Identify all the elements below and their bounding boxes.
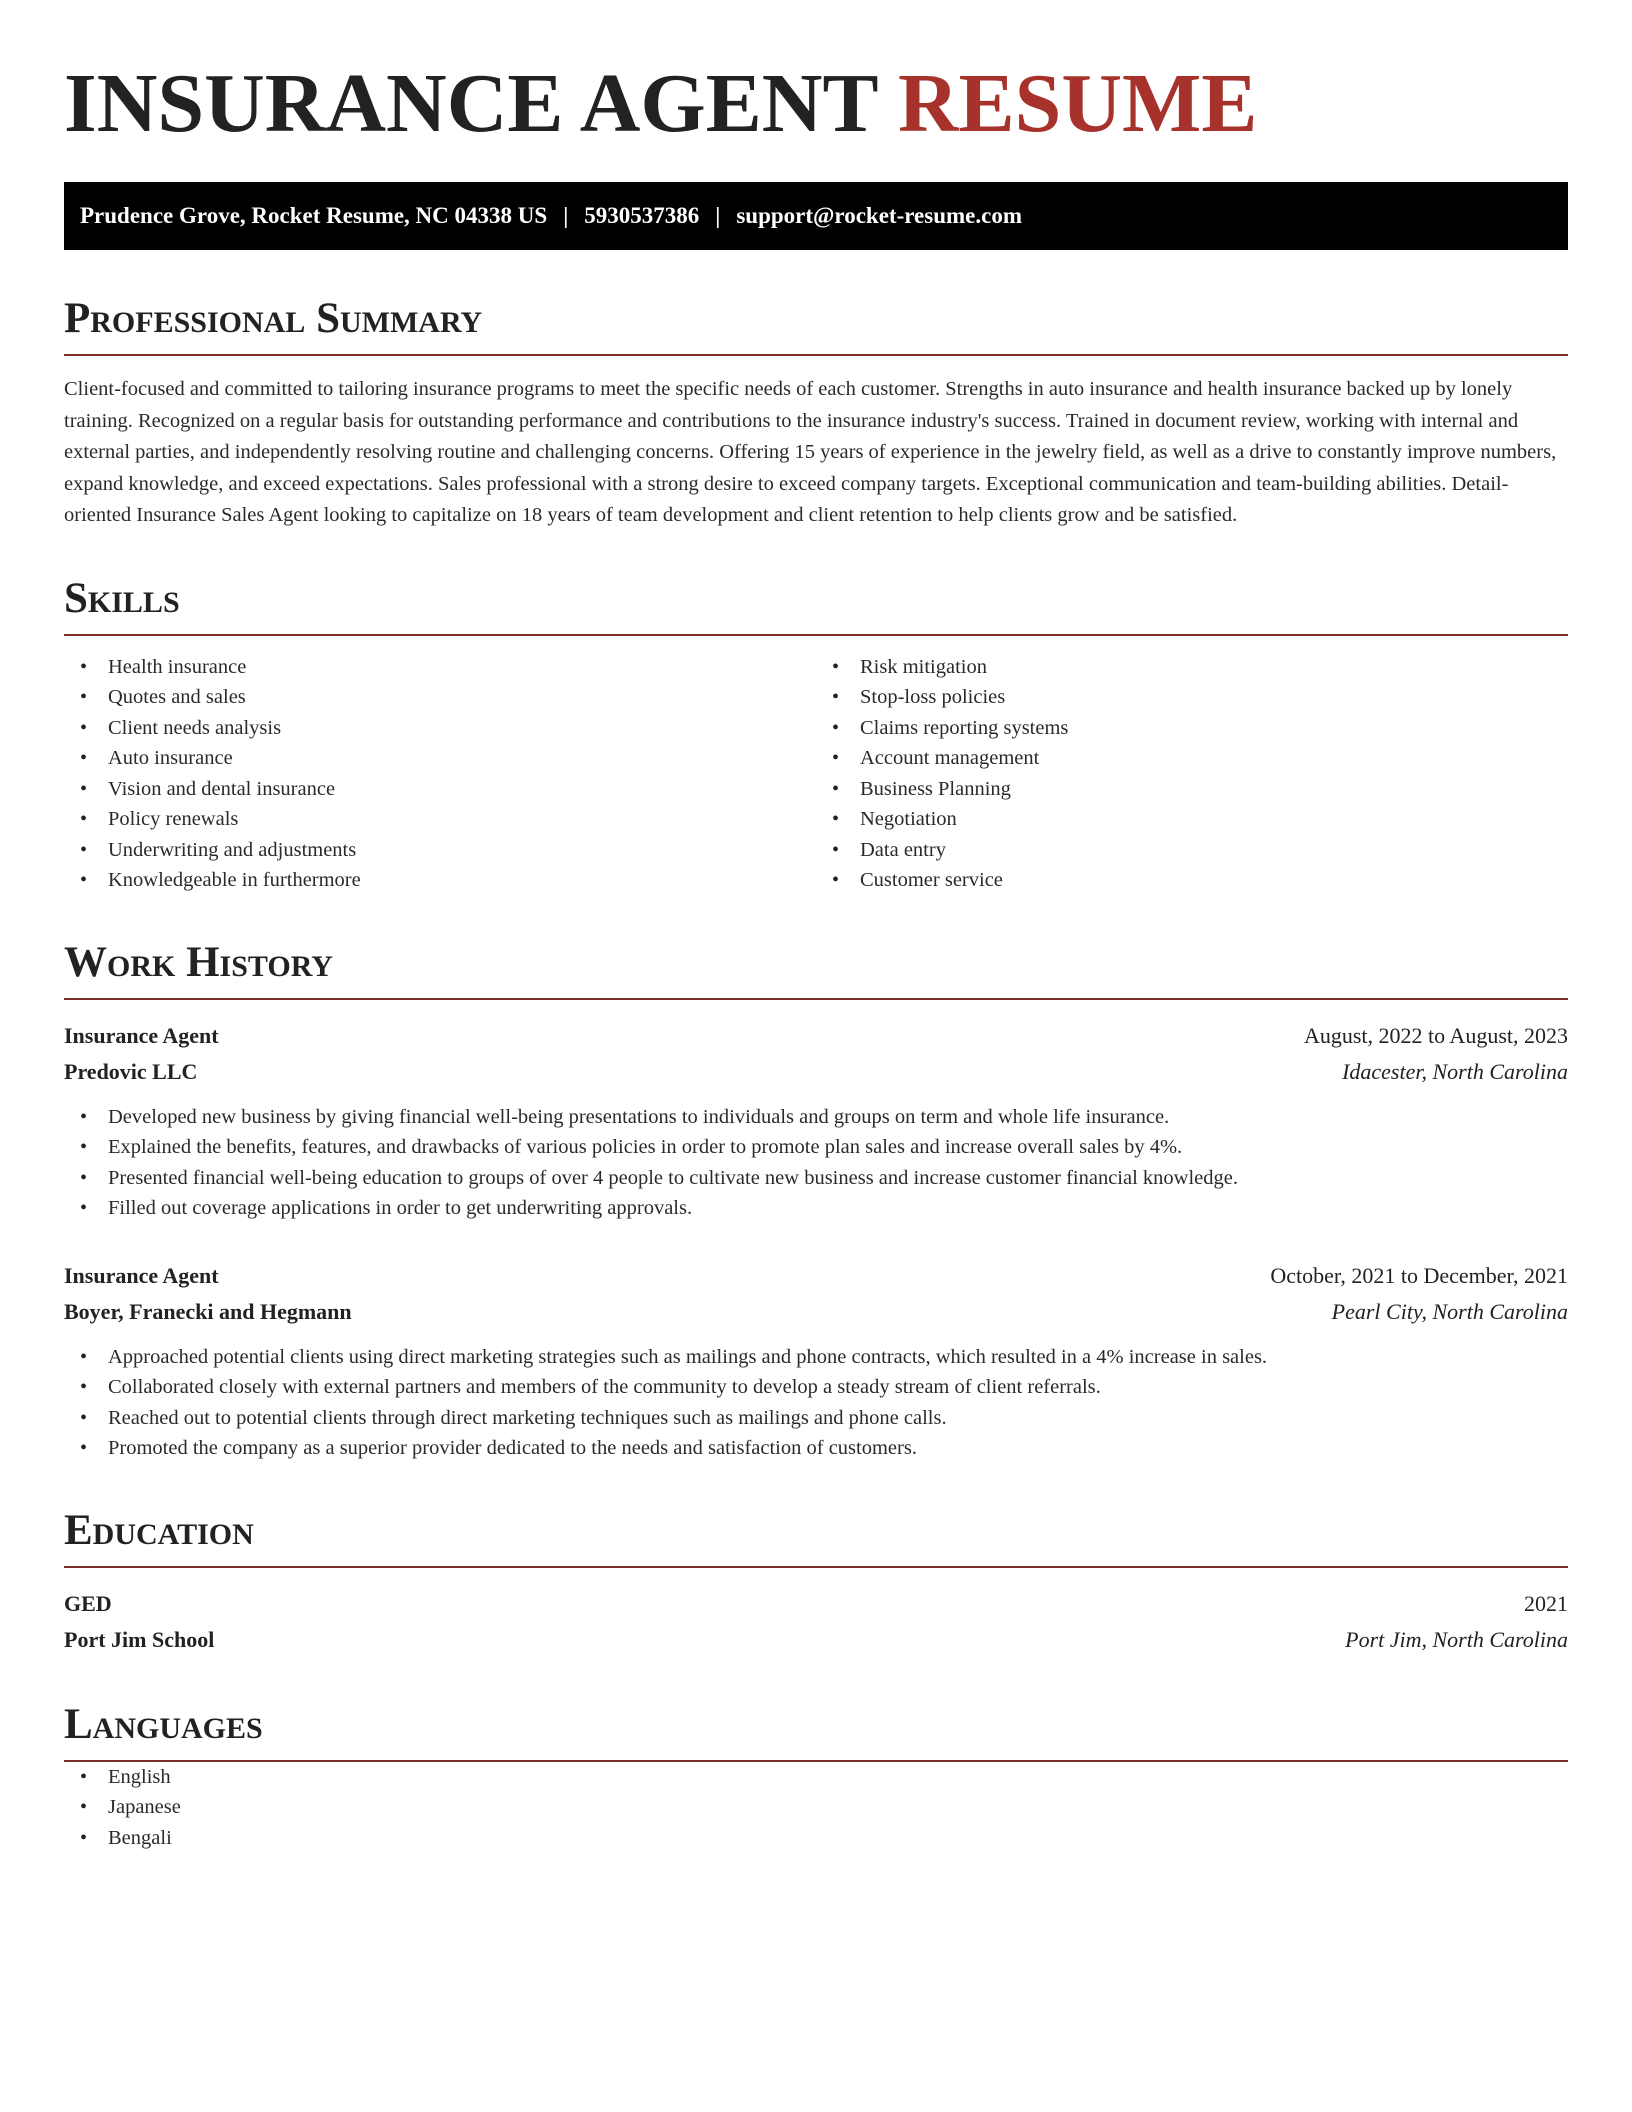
job-position: Insurance Agent: [64, 1022, 219, 1048]
languages-section: [64, 1702, 1568, 1854]
skill-item: • Quotes and sales: [64, 682, 816, 713]
skill-item: • Health insurance: [64, 652, 816, 683]
job-company: Boyer, Franecki and Hegmann: [64, 1298, 352, 1324]
education-year: 2021: [1524, 1590, 1568, 1616]
document-title: [64, 56, 1568, 152]
job-duty-item: • Promoted the company as a superior provider dedicated to the needs and satisfaction of customers.: [64, 1433, 1568, 1464]
language-item: • English: [64, 1762, 1568, 1793]
work-history-section: [64, 940, 1568, 1464]
contact-separator: |: [563, 203, 569, 228]
language-item: • Japanese: [64, 1792, 1568, 1823]
title-accent: RESUME: [897, 57, 1258, 150]
skill-item: • Business Planning: [816, 774, 1568, 805]
education-school-row: [64, 1622, 1568, 1658]
language-item: • Bengali: [64, 1823, 1568, 1854]
job-company: Predovic LLC: [64, 1058, 198, 1084]
section-title-skills: Skills: [64, 576, 1568, 636]
skills-section: [64, 576, 1568, 896]
contact-bar: [64, 182, 1568, 250]
skill-item: • Stop-loss policies: [816, 682, 1568, 713]
section-title-summary: Professional Summary: [64, 296, 1568, 356]
skill-item: • Risk mitigation: [816, 652, 1568, 683]
education-entry: [64, 1586, 1568, 1658]
summary-section: [64, 296, 1568, 532]
job-location: Pearl City, North Carolina: [1331, 1298, 1568, 1324]
skills-list-right: [816, 652, 1568, 896]
education-school: Port Jim School: [64, 1626, 215, 1652]
languages-list: [64, 1762, 1568, 1854]
job-duty-item: • Filled out coverage applications in order to get underwriting approvals.: [64, 1193, 1568, 1224]
skill-item: • Vision and dental insurance: [64, 774, 816, 805]
job-location: Idacester, North Carolina: [1342, 1058, 1568, 1084]
skill-item: • Negotiation: [816, 804, 1568, 835]
contact-address: Prudence Grove, Rocket Resume, NC 04338 US: [80, 203, 548, 228]
job-duty-item: • Reached out to potential clients through direct marketing techniques such as mailings and phone calls.: [64, 1403, 1568, 1434]
section-title-languages: Languages: [64, 1702, 1568, 1762]
skill-item: • Knowledgeable in furthermore: [64, 865, 816, 896]
skill-item: • Underwriting and adjustments: [64, 835, 816, 866]
job-header-row: [64, 1018, 1568, 1054]
contact-email: support@rocket-resume.com: [736, 203, 1022, 228]
job-company-row: [64, 1054, 1568, 1090]
job-dates: August, 2022 to August, 2023: [1303, 1022, 1568, 1048]
job-duties-list: [64, 1102, 1568, 1224]
education-degree-row: [64, 1586, 1568, 1622]
education-location: Port Jim, North Carolina: [1345, 1626, 1568, 1652]
contact-phone: 5930537386: [584, 203, 700, 228]
job-duty-item: • Approached potential clients using direct marketing strategies such as mailings and phone contracts, which resulted in a 4% increase in sales.: [64, 1342, 1568, 1373]
job-duties-list: [64, 1342, 1568, 1464]
education-section: [64, 1508, 1568, 1658]
job-entry: [64, 1258, 1568, 1464]
education-degree: GED: [64, 1590, 112, 1616]
skill-item: • Data entry: [816, 835, 1568, 866]
job-duty-item: • Developed new business by giving financial well-being presentations to individuals and groups on term and whole life insurance.: [64, 1102, 1568, 1133]
section-title-education: Education: [64, 1508, 1568, 1568]
job-duty-item: • Collaborated closely with external partners and members of the community to develop a steady stream of client referrals.: [64, 1372, 1568, 1403]
skill-item: • Account management: [816, 743, 1568, 774]
job-entry: [64, 1018, 1568, 1224]
skill-item: • Customer service: [816, 865, 1568, 896]
job-header-row: [64, 1258, 1568, 1294]
job-company-row: [64, 1294, 1568, 1330]
skills-grid: [64, 652, 1568, 896]
job-duty-item: • Presented financial well-being education to groups of over 4 people to cultivate new business and increase customer financial knowledge.: [64, 1163, 1568, 1194]
summary-text: Client-focused and committed to tailoring insurance programs to meet the specific needs of each customer. Strengths in auto insurance and health insurance backed up by lonely training. Recognized on a regular basis for outstanding performance and contributions to the insurance industry's success. Trained in document review, working with internal and external parties, and independently resolving routine and challenging concerns. Offering 15 years of experience in the jewelry field, as well as a drive to constantly improve numbers, expand knowledge, and exceed expectations. Sales professional with a strong desire to exceed company targets. Exceptional communication and team-building abilities. Detail-oriented Insurance Sales Agent looking to capitalize on 18 years of team development and client retention to help clients grow and be satisfied.: [64, 378, 1557, 526]
skills-list-left: [64, 652, 816, 896]
skill-item: • Claims reporting systems: [816, 713, 1568, 744]
title-main: INSURANCE AGENT: [64, 57, 877, 150]
skill-item: • Policy renewals: [64, 804, 816, 835]
job-duty-item: • Explained the benefits, features, and drawbacks of various policies in order to promote plan sales and increase overall sales by 4%.: [64, 1132, 1568, 1163]
skill-item: • Client needs analysis: [64, 713, 816, 744]
contact-separator: |: [715, 203, 721, 228]
job-position: Insurance Agent: [64, 1262, 219, 1288]
section-title-work-history: Work History: [64, 940, 1568, 1000]
skill-item: • Auto insurance: [64, 743, 816, 774]
job-dates: October, 2021 to December, 2021: [1270, 1262, 1568, 1288]
